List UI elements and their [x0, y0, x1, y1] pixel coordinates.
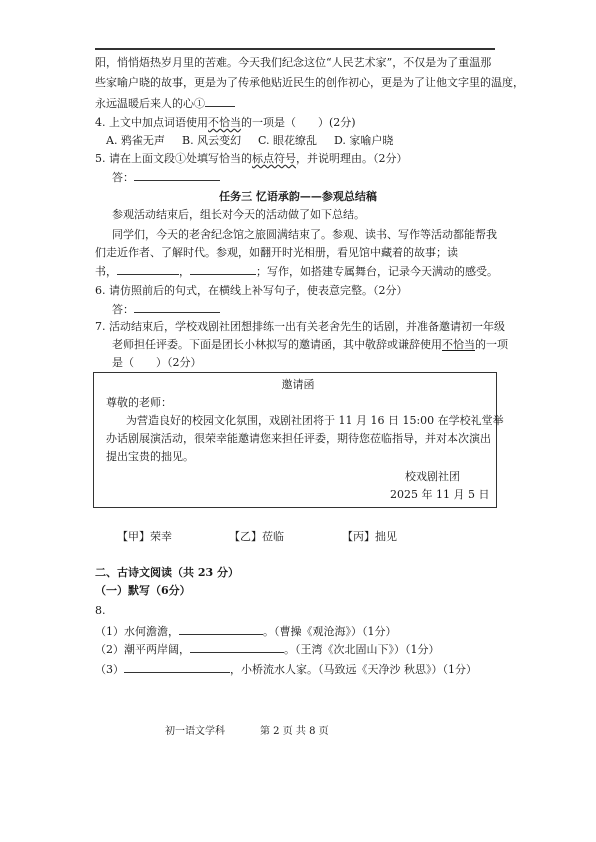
task3-blank-1[interactable] [117, 264, 179, 275]
task3-p3-start: 书， [95, 265, 117, 278]
q8-item-3-text: ，小桥流水人家。（马致远《天净沙 秋思》）（1分） [230, 663, 477, 676]
passage-line-3 [95, 96, 235, 111]
task3-para-1: 同学们，今天的老舍纪念馆之旅圆满结束了。参观、读书、写作等活动都能帮我 [112, 228, 497, 241]
invitation-body-1: 为营造良好的校园文化氛围，戏剧社团将于 11 月 16 日 15:00 在学校礼堂举 [126, 414, 504, 427]
section-2-sub: （一）默写（6分） [95, 584, 191, 597]
question-5 [95, 152, 408, 166]
passage-line-1: 阳，悄悄焐热岁月里的苦难。今天我们纪念这位“人民艺术家”，不仅是为了重温那 [95, 56, 492, 69]
footer-page-number: 第 2 页 共 8 页 [260, 726, 329, 737]
q7-option-jia[interactable]: 【甲】荣幸 [117, 530, 172, 543]
q7-prefix: 老师担任评委。下面是团长小林拟写的邀请函，其中敬辞或谦辞使用 [112, 338, 442, 351]
q4-option-d[interactable]: D. 家喻户晓 [334, 134, 394, 147]
q7-options [117, 528, 397, 544]
question-7-line-1: 7. 活动结束后，学校戏剧社团想排练一出有关老舍先生的话剧，并准备邀请初一年级 [95, 320, 505, 333]
invitation-date: 2025 年 11 月 5 日 [390, 488, 490, 501]
passage-line-3-text: 永远温暖后来人的心 [95, 97, 194, 110]
q7-option-yi[interactable]: 【乙】莅临 [229, 530, 284, 543]
q5-prefix: 5. 请在上面文段①处填写恰当的 [95, 152, 252, 165]
q4-option-c[interactable]: C. 眼花缭乱 [258, 134, 318, 147]
blank-marker: ① [194, 97, 205, 110]
invitation-title: 邀请函 [281, 378, 315, 391]
q5-suffix: ，并说明理由。（2分） [296, 152, 408, 165]
question-7-line-3: 是（ ）（2分） [112, 356, 202, 369]
invitation-body-3: 提出宝贵的拙见。 [106, 450, 194, 463]
task3-blank-2[interactable] [190, 264, 256, 275]
q4-option-b[interactable]: B. 风云变幻 [182, 134, 242, 147]
q8-item-3-prefix: （3） [95, 663, 124, 676]
q4-options [106, 134, 410, 148]
q7-emphasis: 不恰当 [442, 338, 475, 351]
question-7-line-2 [112, 338, 508, 352]
q4-prefix: 4. 上文中加点词语使用 [95, 116, 208, 129]
q4-emphasis: 不恰当 [208, 116, 241, 129]
invitation-body-2: 办话剧展演活动，很荣幸能邀请您来担任评委，期待您莅临指导，并对本次演出 [106, 432, 491, 445]
task3-p3-comma: ， [179, 265, 190, 278]
question-4 [95, 116, 356, 130]
q5-answer-label: 答： [112, 171, 134, 184]
invitation-greeting: 尊敬的老师： [106, 396, 172, 409]
question-8-number: 8. [95, 604, 106, 617]
q8-item-2 [95, 642, 440, 657]
q5-emphasis: 标点符号 [252, 152, 296, 165]
task3-para-2: 们走近作者、了解时代。参观，如翻开时光相册，看见馆中藏着的故事；读 [95, 246, 458, 259]
q8-item-1 [95, 624, 397, 639]
q8-item-2-source: 。（王湾《次北固山下》）（1分） [284, 643, 440, 656]
q6-answer-blank[interactable] [134, 302, 220, 313]
q8-blank-2[interactable] [190, 642, 284, 653]
q6-answer [112, 302, 220, 317]
section-2-heading: 二、古诗文阅读（共 23 分） [95, 566, 239, 579]
q8-item-2-text: （2）潮平两岸阔， [95, 643, 190, 656]
q7-option-bing[interactable]: 【丙】拙见 [342, 530, 397, 543]
passage-line-2: 些家喻户晓的故事，更是为了传承他贴近民生的创作初心，更是为了让他文字里的温度， [95, 76, 524, 89]
q6-answer-label: 答： [112, 303, 134, 316]
task3-p3-end: ；写作，如搭建专属舞台，记录今天满动的感受。 [256, 265, 498, 278]
question-6: 6. 请仿照前后的句式，在横线上补写句子，使表意完整。（2分） [95, 284, 408, 297]
invitation-signature: 校戏剧社团 [405, 470, 460, 483]
footer-subject: 初一语文学科 [165, 726, 225, 737]
q5-answer [112, 170, 220, 185]
task3-para-3 [95, 264, 498, 279]
q7-suffix: 的一项 [475, 338, 508, 351]
q8-blank-1[interactable] [179, 624, 263, 635]
q4-option-a[interactable]: A. 鸦雀无声 [106, 134, 165, 147]
q8-blank-3[interactable] [124, 662, 230, 673]
top-rule [95, 48, 495, 50]
q5-answer-blank[interactable] [134, 170, 220, 181]
q8-item-3 [95, 662, 477, 677]
q4-suffix: 的一项是（ ）(2分) [241, 116, 356, 129]
task3-title: 任务三 忆语承韵——参观总结稿 [219, 190, 377, 203]
passage-blank[interactable] [205, 96, 235, 107]
task3-intro: 参观活动结束后，组长对今天的活动做了如下总结。 [112, 208, 365, 221]
q8-item-1-source: 。（曹操《观沧海》）（1分） [263, 625, 397, 638]
q8-item-1-text: （1）水何澹澹， [95, 625, 179, 638]
